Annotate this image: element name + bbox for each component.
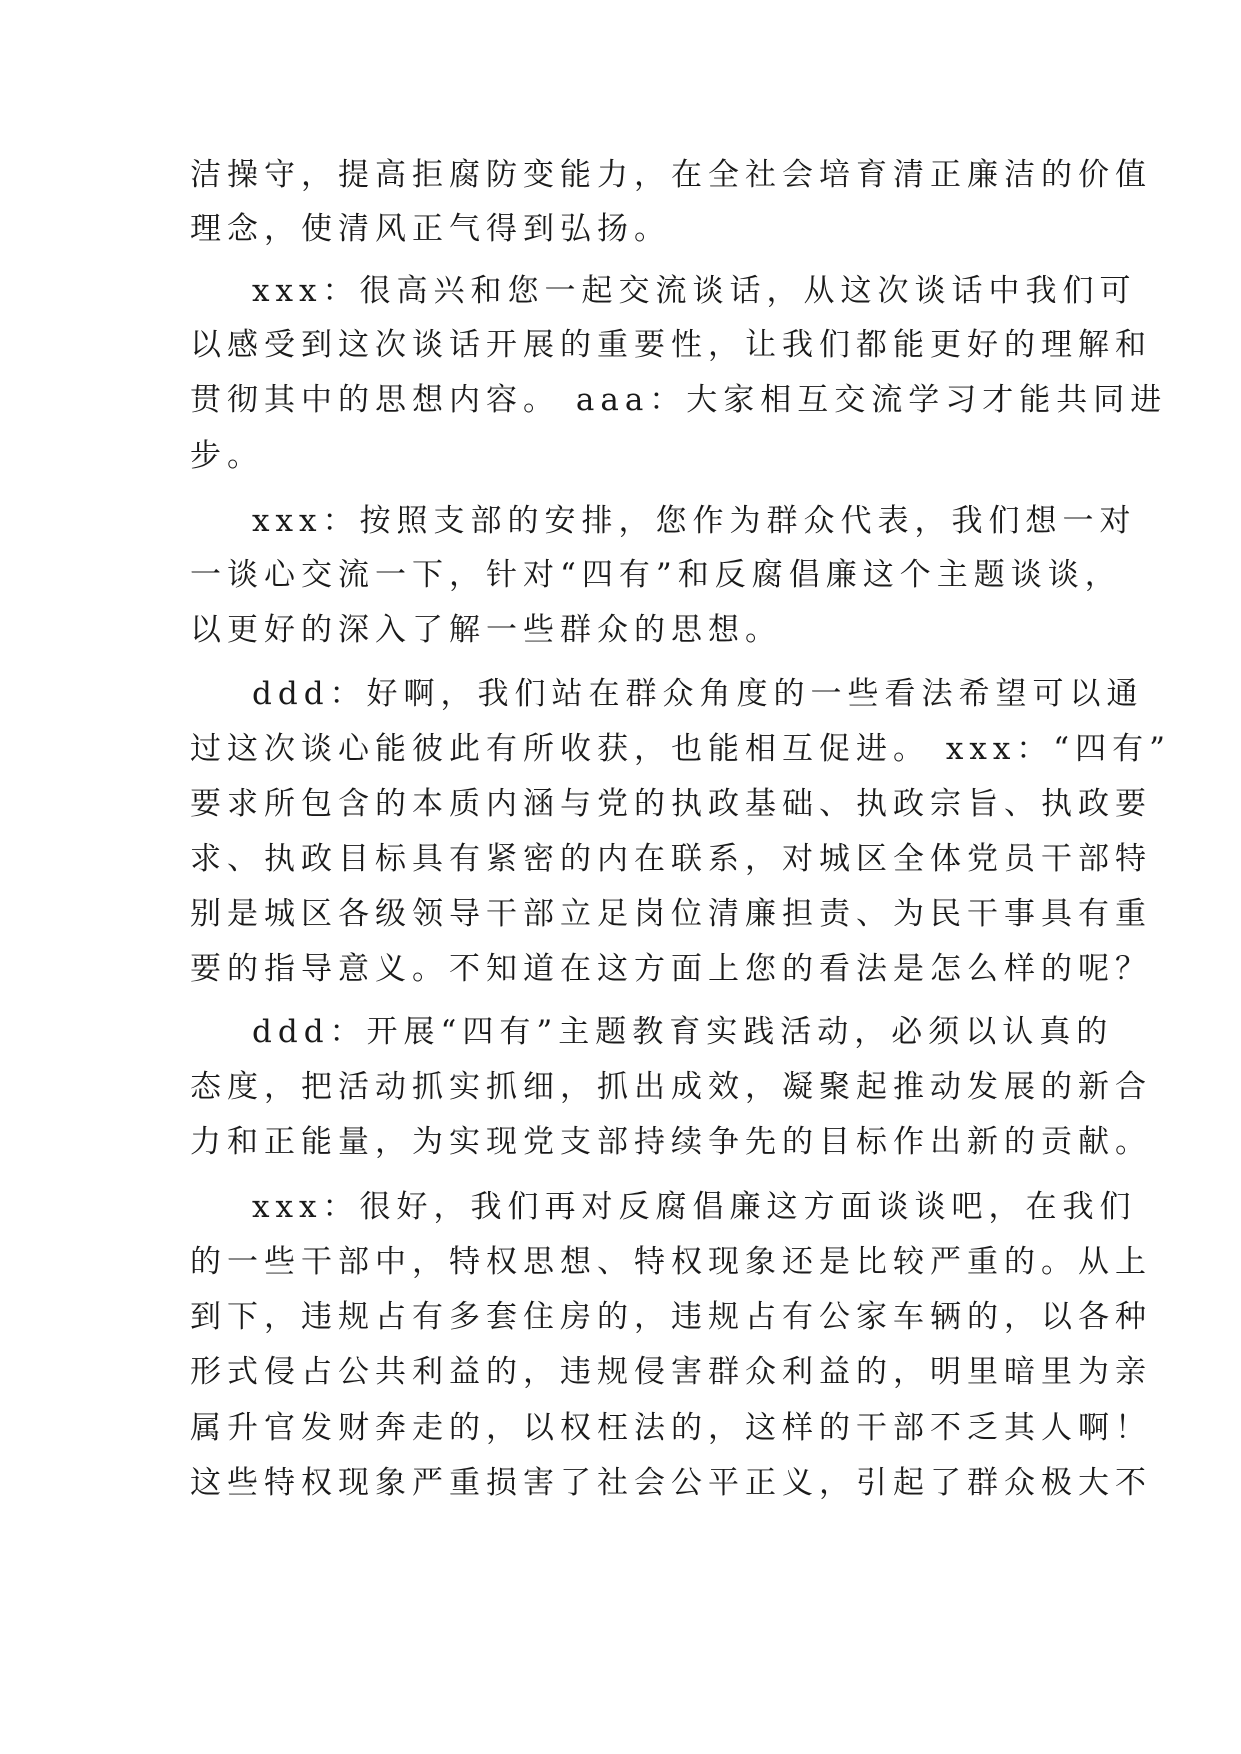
text-line: xxx：按照支部的安排，您作为群众代表，我们想一对: [252, 503, 1137, 539]
text-line: 过这次谈心能彼此有所收获，也能相互促进。 xxx：“四有”: [190, 731, 1171, 767]
text-line: 到下，违规占有多套住房的，违规占有公家车辆的，以各种: [190, 1299, 1152, 1335]
text-line: 的一些干部中，特权思想、特权现象还是比较严重的。从上: [190, 1244, 1152, 1280]
text-line: 洁操守，提高拒腐防变能力，在全社会培育清正廉洁的价值: [190, 157, 1152, 193]
text-line: 步。: [190, 438, 264, 474]
text-line: ddd：开展“四有”主题教育实践活动，必须以认真的: [252, 1014, 1114, 1050]
text-line: 属升官发财奔走的，以权枉法的，这样的干部不乏其人啊！: [190, 1410, 1152, 1446]
text-line: 理念，使清风正气得到弘扬。: [190, 211, 671, 247]
text-line: 以更好的深入了解一些群众的思想。: [190, 612, 782, 648]
text-line: 要求所包含的本质内涵与党的执政基础、执政宗旨、执政要: [190, 786, 1152, 822]
text-line: 这些特权现象严重损害了社会公平正义，引起了群众极大不: [190, 1465, 1152, 1501]
text-line: 要的指导意义。不知道在这方面上您的看法是怎么样的呢？: [190, 951, 1152, 987]
text-line: 力和正能量，为实现党支部持续争先的目标作出新的贡献。: [190, 1124, 1152, 1160]
text-line: 态度，把活动抓实抓细，抓出成效，凝聚起推动发展的新合: [190, 1069, 1152, 1105]
text-line: 形式侵占公共利益的，违规侵害群众利益的，明里暗里为亲: [190, 1354, 1152, 1390]
text-line: 一谈心交流一下，针对“四有”和反腐倡廉这个主题谈谈，: [190, 557, 1122, 593]
text-line: 别是城区各级领导干部立足岗位清廉担责、为民干事具有重: [190, 896, 1152, 932]
text-line: ddd：好啊，我们站在群众角度的一些看法希望可以通: [252, 676, 1144, 712]
text-line: 求、执政目标具有紧密的内在联系，对城区全体党员干部特: [190, 841, 1152, 877]
text-line: xxx：很好，我们再对反腐倡廉这方面谈谈吧，在我们: [252, 1189, 1137, 1225]
text-line: 以感受到这次谈话开展的重要性，让我们都能更好的理解和: [190, 327, 1152, 363]
text-line: 贯彻其中的思想内容。 aaa：大家相互交流学习才能共同进: [190, 382, 1168, 418]
text-line: xxx：很高兴和您一起交流谈话，从这次谈话中我们可: [252, 273, 1137, 309]
